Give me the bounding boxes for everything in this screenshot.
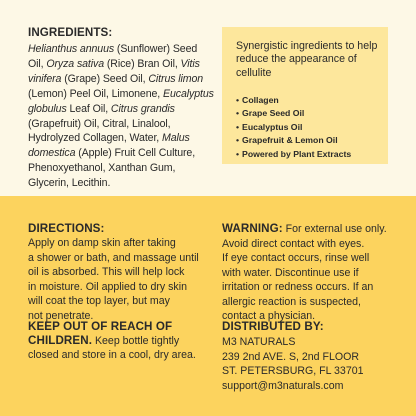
benefit-label: Collagen xyxy=(242,94,279,105)
keep-out-section xyxy=(28,320,206,363)
benefit-item xyxy=(236,107,378,120)
benefit-item xyxy=(236,134,378,147)
warning-line: with water. Discontinue use if xyxy=(222,266,359,279)
ingredient-latin-name: Helianthus annuus xyxy=(28,43,115,55)
ingredient-latin-name: Eucalyptus globulus xyxy=(28,87,214,115)
address-line: M3 NATURALS xyxy=(222,336,296,348)
address-line: support@m3naturals.com xyxy=(222,379,344,392)
warning-heading: WARNING: xyxy=(222,222,283,235)
ingredient-text: (Apple) Fruit Cell Culture, Phenoxyethanol, Xanthan Gum, Glycerin, Lecithin. xyxy=(28,147,196,190)
warning-line: If eye contact occurs, rinse well xyxy=(222,252,370,264)
distributed-section xyxy=(222,320,392,393)
ingredient-text: (Lemon) Peel Oil, Limonene, xyxy=(28,87,163,100)
warning-first-line xyxy=(222,222,392,237)
address-line: ST. PETERSBURG, FL 33701 xyxy=(222,365,364,377)
warning-line: Avoid direct contact with eyes. xyxy=(222,237,365,250)
directions-section xyxy=(28,222,206,323)
warning-line: irritation or redness occurs. If an xyxy=(222,281,374,293)
ingredient-latin-name: Vitis vinifera xyxy=(28,57,200,85)
bullet-icon: • xyxy=(236,135,240,146)
warning-inline-text: For external use only. xyxy=(282,223,387,235)
bullet-icon: • xyxy=(236,94,240,105)
ingredient-latin-name: Malus domestica xyxy=(28,132,190,160)
benefit-item xyxy=(236,121,378,134)
warning-section xyxy=(222,222,392,324)
ingredients-heading: INGREDIENTS: xyxy=(28,26,113,39)
benefits-callout xyxy=(222,27,388,164)
keep-out-heading-children: CHILDREN. xyxy=(28,333,93,347)
keep-out-text xyxy=(28,348,206,363)
directions-line: in moisture. Oil applied to dry skin xyxy=(28,280,187,293)
directions-heading: DIRECTIONS: xyxy=(28,222,105,235)
ingredient-text: Leaf Oil, xyxy=(66,102,111,115)
benefit-item xyxy=(236,148,378,161)
keep-out-heading-line-1: KEEP OUT OF REACH OF xyxy=(28,320,173,333)
ingredient-latin-name: Oryza sativa xyxy=(46,57,105,70)
ingredient-text: (Rice) Bran Oil, xyxy=(104,57,181,70)
ingredient-latin-name: Citrus grandis xyxy=(110,102,175,115)
keep-out-heading-line-2 xyxy=(28,334,206,349)
keep-out-inline-text: Keep bottle tightly xyxy=(92,334,180,347)
benefits-list xyxy=(236,94,378,161)
ingredient-text: (Grape) Seed Oil, xyxy=(61,72,149,85)
directions-line: oil is absorbed. This will help lock xyxy=(28,266,185,278)
warning-line: contact a physician. xyxy=(222,310,316,322)
warning-line: allergic reaction is suspected, xyxy=(222,295,361,308)
directions-line: a shower or bath, and massage until xyxy=(28,251,199,264)
benefit-item xyxy=(236,94,378,107)
directions-line: will coat the top layer, but may xyxy=(28,295,170,307)
directions-line: Apply on damp skin after taking xyxy=(28,237,176,249)
benefit-label: Powered by Plant Extracts xyxy=(242,148,352,159)
benefit-label: Grapefruit & Lemon Oil xyxy=(242,135,338,146)
directions-line: not penetrate. xyxy=(28,309,94,322)
ingredients-section xyxy=(28,26,214,191)
benefit-label: Eucalyptus Oil xyxy=(242,121,303,132)
address-line: 239 2nd AVE. S, 2nd FLOOR xyxy=(222,350,360,363)
bullet-icon: • xyxy=(236,108,240,119)
keep-out-line: closed and store in a cool, dry area. xyxy=(28,349,196,361)
ingredient-text: (Grapefruit) Oil, Citral, Linalool, Hydrolyzed Collagen, Water, xyxy=(28,117,171,145)
bullet-icon: • xyxy=(236,121,240,132)
distributor-address xyxy=(222,335,392,393)
benefit-label: Grape Seed Oil xyxy=(242,108,305,119)
warning-text xyxy=(222,237,392,324)
ingredients-text xyxy=(28,42,214,191)
distributed-heading: DISTRIBUTED BY: xyxy=(222,320,324,333)
bullet-icon: • xyxy=(236,148,240,159)
ingredient-text: (Sunflower) Seed Oil, xyxy=(28,43,198,70)
directions-text xyxy=(28,236,206,323)
ingredient-latin-name: Citrus limon xyxy=(148,72,204,85)
callout-title: Synergistic ingredients to help reduce the appearance of cellulite xyxy=(236,40,378,79)
